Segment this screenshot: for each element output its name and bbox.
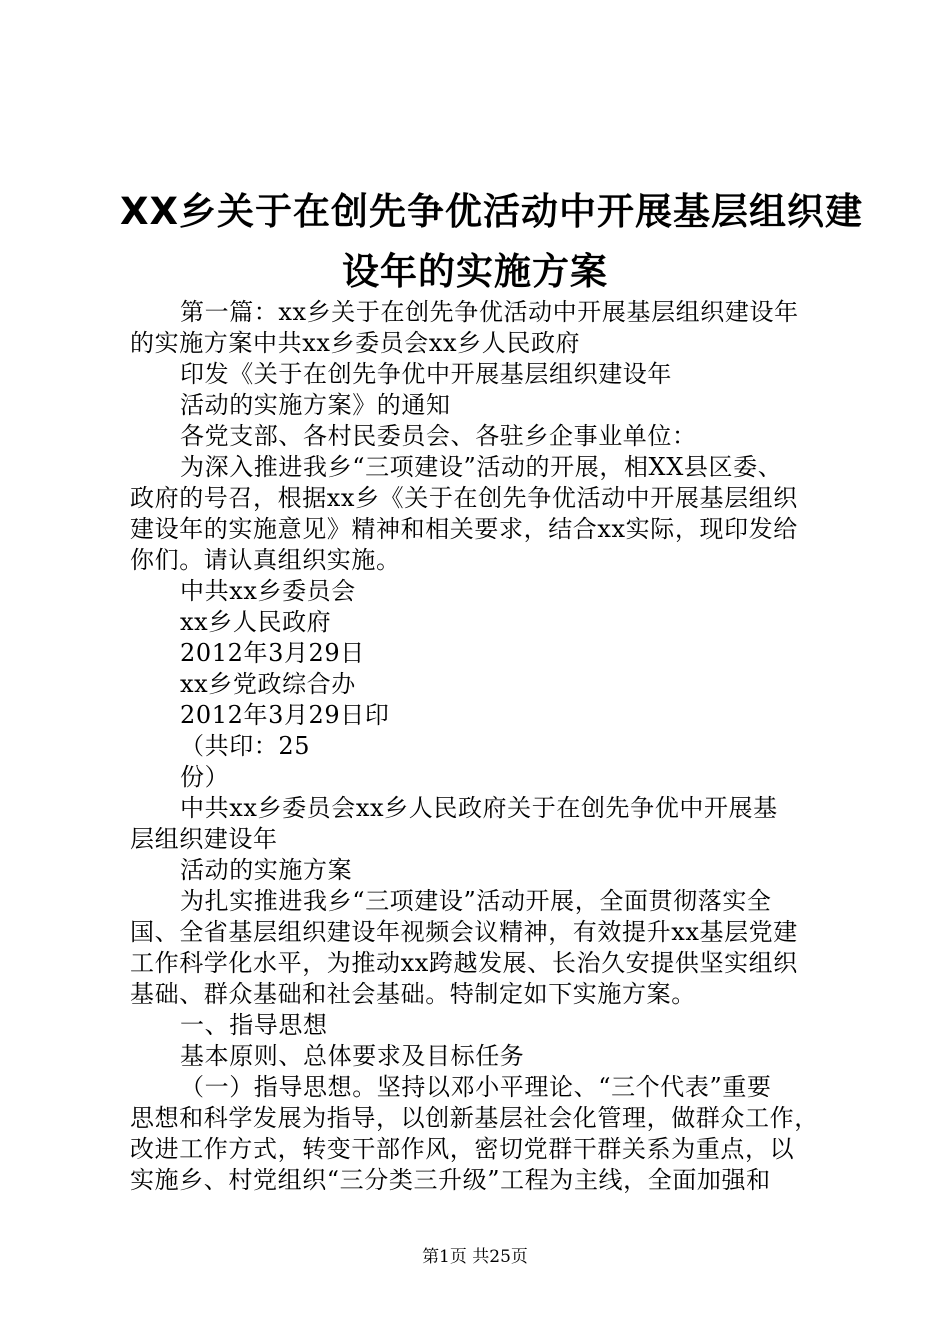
body-line: 第一篇：xx乡关于在创先争优活动中开展基层组织建设年 — [180, 298, 799, 326]
body-line: 实施乡、村党组织“三分类三升级”工程为主线，全面加强和 — [130, 1166, 771, 1194]
body-line: 2012年3月29日印 — [180, 701, 390, 729]
body-line: 活动的实施方案》的通知 — [180, 391, 451, 419]
body-line: 国、全省基层组织建设年视频会议精神，有效提升xx基层党建 — [130, 918, 798, 946]
body-line: 的实施方案中共xx乡委员会xx乡人民政府 — [130, 329, 581, 357]
body-line: 改进工作方式，转变干部作风，密切党群干群关系为重点，以 — [130, 1135, 795, 1163]
body-line: 活动的实施方案 — [180, 856, 353, 884]
body-line: 政府的号召，根据xx乡《关于在创先争优活动中开展基层组织 — [130, 484, 798, 512]
body-line: 基本原则、总体要求及目标任务 — [180, 1042, 525, 1070]
body-line: 思想和科学发展为指导，以创新基层社会化管理，做群众工作， — [130, 1104, 819, 1132]
body-line: （共印：25 — [180, 732, 311, 760]
document-body — [130, 297, 830, 1196]
body-line: xx乡党政综合办 — [180, 670, 356, 698]
body-line: 一、指导思想 — [180, 1011, 328, 1039]
page-number-footer: 第1页 共25页 — [422, 1247, 528, 1267]
document-title-line-1: XX乡关于在创先争优活动中开展基层组织建 — [120, 190, 864, 233]
body-line: 中共xx乡委员会 — [180, 577, 356, 605]
body-line: 印发《关于在创先争优中开展基层组织建设年 — [180, 360, 672, 388]
body-line: 工作科学化水平，为推动xx跨越发展、长治久安提供坚实组织 — [130, 949, 798, 977]
body-line: 份） — [180, 763, 230, 791]
body-line: xx乡人民政府 — [180, 608, 332, 636]
body-line: 建设年的实施意见》精神和相关要求，结合xx实际，现印发给 — [130, 515, 798, 543]
body-line: 中共xx乡委员会xx乡人民政府关于在创先争优中开展基 — [180, 794, 778, 822]
body-line: 基础、群众基础和社会基础。特制定如下实施方案。 — [130, 980, 696, 1008]
body-line: 为扎实推进我乡“三项建设”活动开展，全面贯彻落实全 — [180, 887, 772, 915]
body-line: 你们。请认真组织实施。 — [130, 546, 401, 574]
body-line: （一）指导思想。坚持以邓小平理论、“三个代表”重要 — [180, 1073, 772, 1101]
document-title-line-2: 设年的实施方案 — [342, 250, 608, 293]
body-line: 为深入推进我乡“三项建设”活动的开展，相XX县区委、 — [180, 453, 783, 481]
body-line: 层组织建设年 — [130, 825, 278, 853]
body-line: 2012年3月29日 — [180, 639, 365, 667]
body-line: 各党支部、各村民委员会、各驻乡企事业单位： — [180, 422, 697, 450]
